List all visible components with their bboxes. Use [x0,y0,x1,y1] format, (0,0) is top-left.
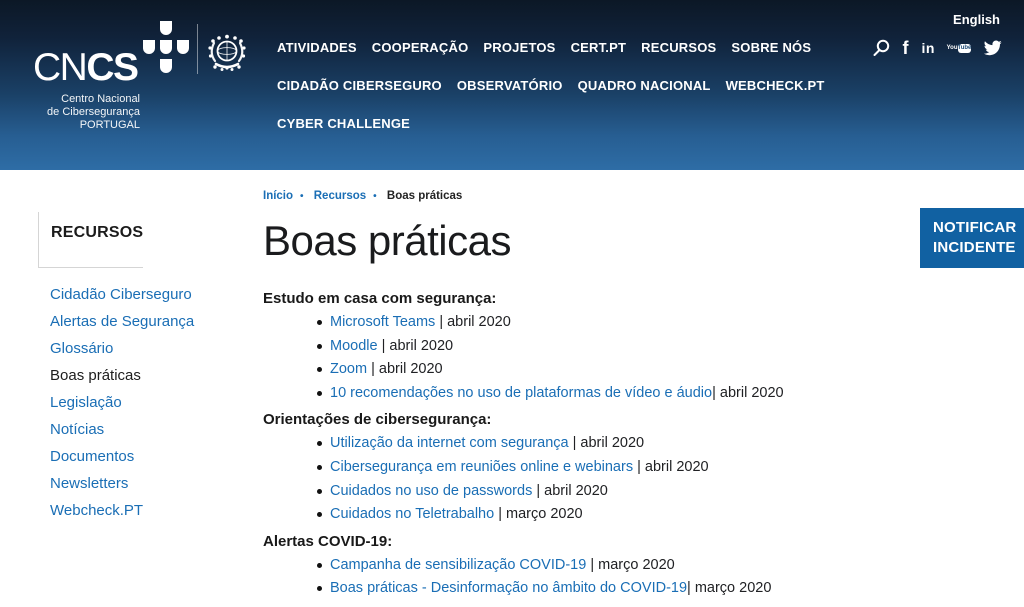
youtube-icon[interactable] [948,43,970,53]
logo-subtitle-line: Centro Nacional [61,93,140,105]
main-nav-row-3 [277,116,410,132]
sidebar-link[interactable]: Legislação [50,394,122,411]
language-switch[interactable]: English [953,12,1000,27]
shield-shape [160,21,172,35]
sidebar-item [50,281,194,308]
linkedin-icon[interactable]: in [921,40,935,56]
sidebar-item [50,470,194,497]
sidebar-link[interactable]: Alertas de Segurança [50,313,195,330]
logo-subtitle [18,93,140,132]
list-item [317,311,883,335]
document-link[interactable]: Campanha de sensibilização COVID-19 [330,556,587,573]
list-item [317,503,883,527]
list-item [317,358,883,382]
main-nav-row-1 [277,40,811,56]
site-header [0,0,1024,170]
nav-link[interactable]: QUADRO NACIONAL [577,78,711,93]
document-date: | abril 2020 [712,384,784,401]
breadcrumb-link[interactable]: Recursos [313,190,367,202]
document-date: | abril 2020 [377,337,454,354]
nav-link[interactable]: COOPERAÇÃO [371,40,469,55]
document-list [263,432,883,526]
coat-of-arms-icon [205,34,249,76]
sidebar-item [50,308,194,335]
document-list [263,311,883,405]
sidebar-link[interactable]: Glossário [50,340,114,357]
portugal-quinas-icon [143,21,189,75]
list-item [317,382,883,406]
logo-subtitle-line: de Cibersegurança [47,106,140,118]
sidebar-item [50,389,194,416]
nav-link[interactable]: CIDADÃO CIBERSEGURO [277,78,442,93]
list-item [317,554,883,578]
twitter-icon[interactable] [983,40,1002,56]
document-link[interactable]: Cuidados no uso de passwords [330,482,533,499]
section-heading: Orientações de cibersegurança: [263,411,492,429]
breadcrumb-link[interactable]: Início [263,190,294,202]
document-date: | março 2020 [494,506,583,523]
sidebar-link[interactable]: Newsletters [50,475,129,492]
page-title: Boas práticas [263,217,511,264]
sidebar-item [50,443,194,470]
notify-line-1: NOTIFICAR [933,219,1017,236]
document-date: | março 2020 [586,556,675,573]
social-bar [872,37,1002,59]
nav-link[interactable]: PROJETOS [483,40,556,55]
sidebar-item [50,416,194,443]
document-link[interactable]: Moodle [330,337,378,354]
cncs-logo-text [33,48,138,88]
document-link[interactable]: Cibersegurança em reuniões online e webinars [330,458,634,475]
nav-link[interactable]: WEBCHECK.PT [725,78,825,93]
sidebar-item [50,497,194,524]
document-link[interactable]: Cuidados no Teletrabalho [330,506,495,523]
main-nav-row-2 [277,78,825,94]
breadcrumb [263,190,883,205]
sidebar-item [50,335,194,362]
facebook-icon[interactable]: f [902,38,909,58]
sidebar-link[interactable]: Cidadão Ciberseguro [50,286,192,303]
youtube-you-label: You [946,45,958,51]
document-link[interactable]: Utilização da internet com segurança [330,435,569,452]
shield-shape [143,40,155,54]
document-date: | abril 2020 [532,482,608,499]
nav-link[interactable]: SOBRE NÓS [731,40,812,55]
list-item [317,432,883,456]
breadcrumb-separator: • [300,191,304,202]
notificar-incidente-button[interactable] [920,208,1024,268]
sidebar-link[interactable]: Webcheck.PT [50,502,144,519]
youtube-tube-label: Tube [957,45,972,51]
content-section [263,533,883,601]
breadcrumb-separator: • [373,191,377,202]
list-item [317,577,883,601]
list-item [317,335,883,359]
sidebar-link[interactable]: Notícias [50,421,105,438]
content-section [263,411,883,526]
shield-shape [160,59,172,73]
list-item [317,480,883,504]
search-icon[interactable] [872,39,890,57]
shield-shape [177,40,189,54]
sidebar-heading: RECURSOS [38,212,143,268]
document-date: | abril 2020 [435,314,511,330]
document-date: | abril 2020 [633,458,709,475]
logo-cs: CS [86,46,138,89]
sidebar-link[interactable]: Documentos [50,448,135,465]
nav-link[interactable]: OBSERVATÓRIO [456,78,563,93]
breadcrumb-link[interactable]: Boas práticas [386,190,463,202]
nav-link[interactable]: RECURSOS [641,40,717,55]
logo-subtitle-line: PORTUGAL [79,119,140,131]
document-date: | abril 2020 [367,361,443,378]
logo-cn: CN [33,46,87,89]
breadcrumb-item [263,190,311,202]
main-content [263,190,883,607]
breadcrumb-item [314,190,384,202]
content-section [263,290,883,405]
section-heading: Estudo em casa com segurança: [263,290,497,307]
notify-line-2: INCIDENTE [933,239,1016,256]
sidebar-item [50,362,194,389]
sidebar-menu [50,281,194,524]
list-item [317,456,883,480]
logo-divider [197,24,198,74]
nav-link[interactable]: CERT.PT [570,40,627,55]
document-link[interactable]: Zoom [330,361,368,378]
sidebar-link[interactable]: Boas práticas [50,367,141,384]
breadcrumb-item [387,190,462,202]
nav-link[interactable]: CYBER CHALLENGE [277,116,411,131]
nav-link[interactable]: ATIVIDADES [277,40,357,55]
document-date: | abril 2020 [568,435,645,452]
section-heading: Alertas COVID-19: [263,532,393,550]
document-link[interactable]: 10 recomendações no uso de plataformas de vídeo e áudio [330,384,713,401]
document-date: | março 2020 [687,580,772,597]
document-link[interactable]: Boas práticas - Desinformação no âmbito do COVID-19 [330,580,688,597]
document-link[interactable]: Microsoft Teams [330,314,436,330]
content-sections [263,290,883,601]
shield-shape [160,40,172,54]
